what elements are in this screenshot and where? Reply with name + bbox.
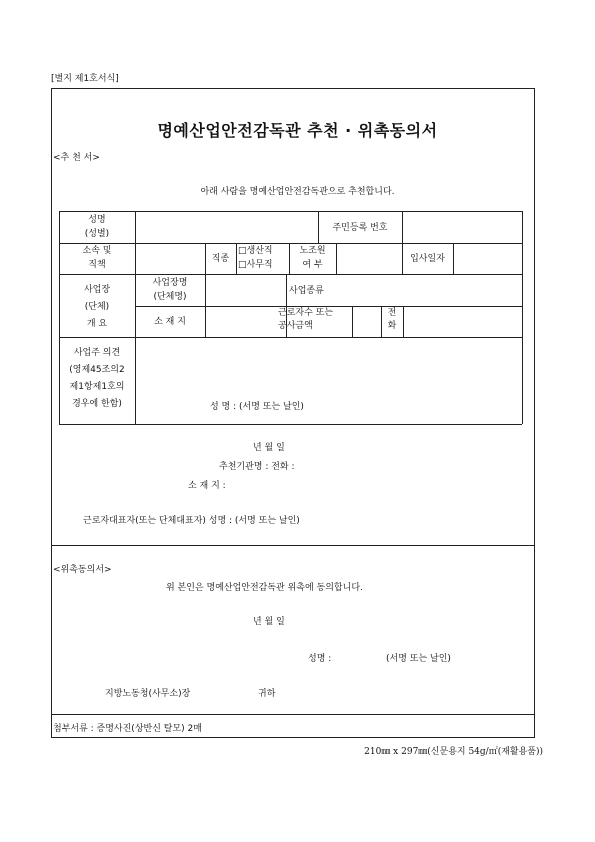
consent-statement: 위 본인은 명예산업안전감독관 위촉에 동의합니다. [166,583,363,593]
union-member-label: 노조원 여 부 [299,246,326,270]
job-type-options [238,244,273,272]
address-label: 소 재 지 [154,317,186,327]
affiliation-label: 소속 및 직책 [82,246,112,270]
consent-signature-note: (서명 또는 날인) [386,654,451,664]
honorific: 귀하 [258,689,276,699]
hire-date-label: 입사일자 [410,254,445,264]
consent-header: <위촉동의서> [53,565,112,575]
attachment-divider [51,714,535,715]
consent-name-label: 성명 : [308,654,332,664]
employer-opinion-label: 사업주 의견 (영제45조의2 제1항제1호의 경우에 한함) [69,348,125,409]
recommendation-header: <추 천 서> [53,153,100,163]
workplace-overview-label: 사업장 (단체) 개 요 [83,285,111,329]
production-checkbox[interactable]: □생산직 [238,246,273,256]
section-divider [51,545,535,546]
institution-location: 소 재 지 : [188,481,226,491]
paper-spec: 210㎜ x 297㎜(신문용지 54g/㎡(재활용품)) [364,747,543,757]
recommendation-intro: 아래 사람을 명예산업안전감독관으로 추천합니다. [200,187,395,197]
form-title: 명예산업안전감독관 추천 · 위촉동의서 [157,121,438,140]
recommending-institution: 추천기관명 : 전화 : [219,462,295,472]
addressee: 지방노동청(사무소)장 [105,689,191,699]
office-checkbox[interactable]: □사무직 [238,260,273,270]
employer-signature-line: 성 명 : (서명 또는 날인) [210,402,304,412]
form-number: [별지 제1호서식] [51,74,119,84]
attachment-note: 첨부서류 : 증명사진(상반신 탈모) 2매 [53,724,202,734]
phone-label: 전 화 [387,308,397,331]
workers-label: 근로자수 또는 공사금액 [278,308,334,331]
id-number-label: 주민등록 번호 [332,223,388,233]
recommendation-date: 년 월 일 [253,443,285,453]
workplace-name-label: 사업장명 (단체명) [152,278,188,302]
job-type-label: 직종 [211,254,230,264]
consent-date: 년 월 일 [253,617,285,627]
representative-signature: 근로자대표자(또는 단체대표자) 성명 : (서명 또는 날인) [83,516,300,526]
name-label: 성명 (성별) [84,215,110,239]
business-type-label: 사업종류 [289,286,324,296]
